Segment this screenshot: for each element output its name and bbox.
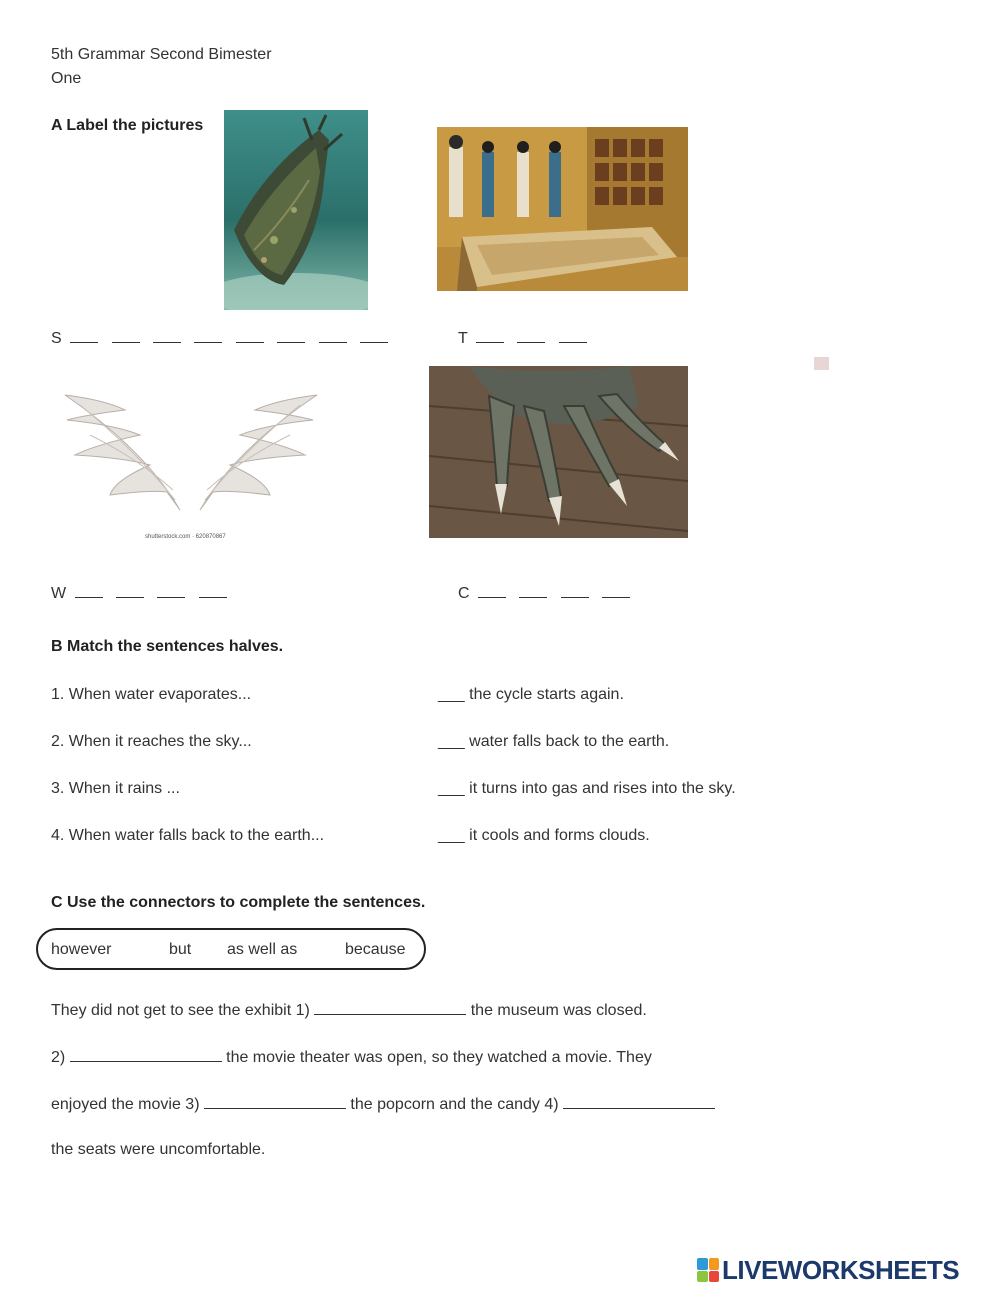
- match-right-3[interactable]: ___ it turns into gas and rises into the sky.: [438, 780, 736, 797]
- sentence-line-3: enjoyed the movie 3) the popcorn and the candy 4): [51, 1094, 715, 1114]
- wings-image: [55, 380, 325, 550]
- label-c: C: [458, 583, 630, 603]
- blank-2[interactable]: [70, 1047, 222, 1062]
- connector-however: however: [51, 941, 112, 958]
- shipwreck-image: [224, 110, 368, 310]
- tomb-image: [437, 127, 688, 291]
- pink-marker: [814, 357, 829, 370]
- match-left-3: 3. When it rains ...: [51, 780, 180, 797]
- match-right-4[interactable]: ___ it cools and forms clouds.: [438, 827, 650, 844]
- section-c-title: C Use the connectors to complete the sentences.: [51, 894, 426, 911]
- match-left-1: 1. When water evaporates...: [51, 686, 252, 703]
- connector-because: because: [345, 941, 406, 958]
- worksheet-title: 5th Grammar Second Bimester: [51, 46, 272, 63]
- label-w: W: [51, 583, 227, 603]
- blank-1[interactable]: [314, 1000, 466, 1015]
- sentence-line-1: They did not get to see the exhibit 1) the museum was closed.: [51, 1002, 647, 1019]
- sentence-line-4: the seats were uncomfortable.: [51, 1141, 266, 1158]
- claw-image: [429, 366, 688, 538]
- liveworksheets-logo: [697, 1256, 959, 1284]
- section-b-title: B Match the sentences halves.: [51, 638, 284, 655]
- match-left-4: 4. When water falls back to the earth...: [51, 827, 325, 844]
- label-s: S: [51, 328, 388, 348]
- section-a-title: A Label the pictures: [51, 117, 204, 134]
- logo-text: LIVEWORKSHEETS: [722, 1254, 960, 1285]
- connector-but: but: [169, 941, 192, 958]
- sentence-line-2: 2) the movie theater was open, so they watched a movie. They: [51, 1049, 652, 1066]
- match-left-2: 2. When it reaches the sky...: [51, 733, 252, 750]
- label-t: T: [458, 328, 587, 348]
- blank-4[interactable]: [563, 1094, 715, 1109]
- connector-word-box: [36, 928, 426, 970]
- wings-caption: shutterstock.com · 620870867: [145, 534, 226, 540]
- connector-as-well-as: as well as: [227, 941, 298, 958]
- match-right-1[interactable]: ___ the cycle starts again.: [438, 686, 624, 703]
- worksheet-subtitle: One: [51, 70, 82, 87]
- match-right-2[interactable]: ___ water falls back to the earth.: [438, 733, 670, 750]
- blank-3[interactable]: [204, 1094, 346, 1109]
- logo-icon: [697, 1258, 719, 1282]
